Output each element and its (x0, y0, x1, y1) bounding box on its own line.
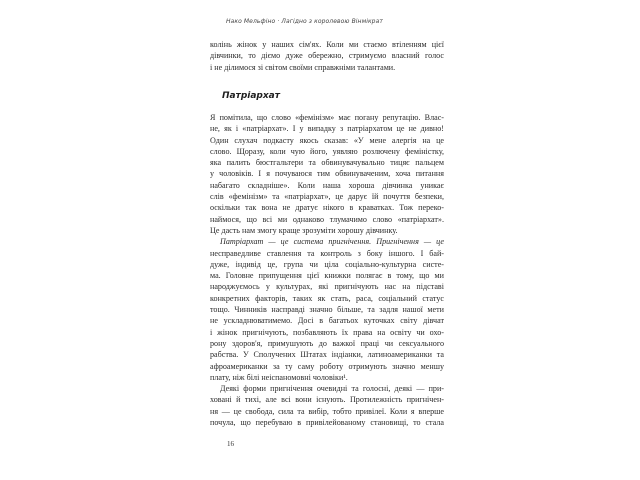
text-line: набагато складніше». Коли наша хороша дівчинка уникає (210, 180, 444, 190)
text-line: наймося, що всі ми однаково тлумачимо слово «патріархат». (210, 214, 444, 224)
text-line: ховані й тихі, але всі вони існують. Протилежність пригнічен- (210, 395, 444, 405)
text-line: Це дасть нам змогу краще зрозуміти хорошу дівчинку. (210, 225, 398, 235)
text-line: ня — це свобода, сила та вибір, тобто привілеї. Коли я вперше (210, 406, 444, 416)
text-line: почула, що перебуваю в привілейованому становищі, то стала (210, 418, 444, 428)
text-line: Деякі форми пригнічення очевидні та голосні, деякі — при- (220, 384, 444, 394)
text-line: Я помітила, що слово «фемінізм» має погану репутацію. Влас- (210, 113, 444, 122)
text-line: Один слухач подкасту якось сказав: «У мене алергія на це (210, 135, 444, 145)
text-line: конкретних факторів, таких як стать, раса, соціальний статус (210, 293, 444, 303)
text-line: рабства. У Сполучених Штатах індіанки, латиноамериканки та (210, 350, 444, 360)
text-line: дівчинки, то діємо дуже обережно, стримуємо власний голос (210, 51, 444, 61)
text-line: слово. Щоразу, коли чую його, уявляю розлючену феміністку, (210, 146, 444, 156)
text-line: рону здоров'я, примушують до важкої праці чи сексуального (210, 338, 444, 348)
section-heading: Патріархат (222, 91, 280, 101)
running-head: Нако Мельфіно · Лагідно з королевою Вінмікрат (226, 18, 383, 25)
text-line: у чоловіків. І я почуваюся тим обвинуваченим, хоча питання (210, 169, 444, 179)
page-number: 16 (227, 440, 234, 448)
text-line: не ускладнюватимемо. Досі в багатьох куточках світу дівчат (210, 316, 444, 326)
text-line: тощо. Чинників насправді значно більше, та задля нашої мети (210, 305, 444, 315)
text-line: і не ділимося зі світом своїми справжніми талантами. (210, 62, 396, 72)
intro-paragraph (210, 39, 444, 73)
text-line: не, як і «патріархат». І у випадку з патріархатом це не дивно! (210, 124, 444, 134)
text-line: і жінок пригнічують, позбавляють їх права на освіту чи охо- (210, 327, 444, 337)
text-line: оскільки так вона не дратує нікого в краватках. Тож переко- (210, 203, 444, 213)
text-line: плату, ніж білі неіспаномовні чоловіки¹. (210, 372, 348, 382)
text-line: ма. Головне припущення цієї книжки полягає в тому, що ми (210, 271, 444, 281)
text-line: народжуємось у культурах, які пригнічують нас на підставі (210, 282, 444, 292)
text-line: колінь жінок у наших сім'ях. Коли ми стаємо втіленням цієї (210, 40, 444, 49)
text-line: Патріархат — це система пригнічення. Пригнічення — це (220, 237, 444, 247)
text-line: афроамериканки за ту саму роботу отримують значно меншу (210, 361, 444, 371)
body-text (210, 112, 444, 428)
text-line: слів «фемінізм» та «патріархат», це дарує їй почуття безпеки, (210, 192, 444, 202)
text-line: дуже, індивід це, група чи ціла соціально-культурна систе- (210, 259, 444, 269)
text-line: несправедливе ставлення та контроль з боку іншого. І бай- (210, 248, 444, 258)
text-line: яка палить бюстгальтери та обвинувачувально тицяє пальцем (210, 158, 444, 168)
